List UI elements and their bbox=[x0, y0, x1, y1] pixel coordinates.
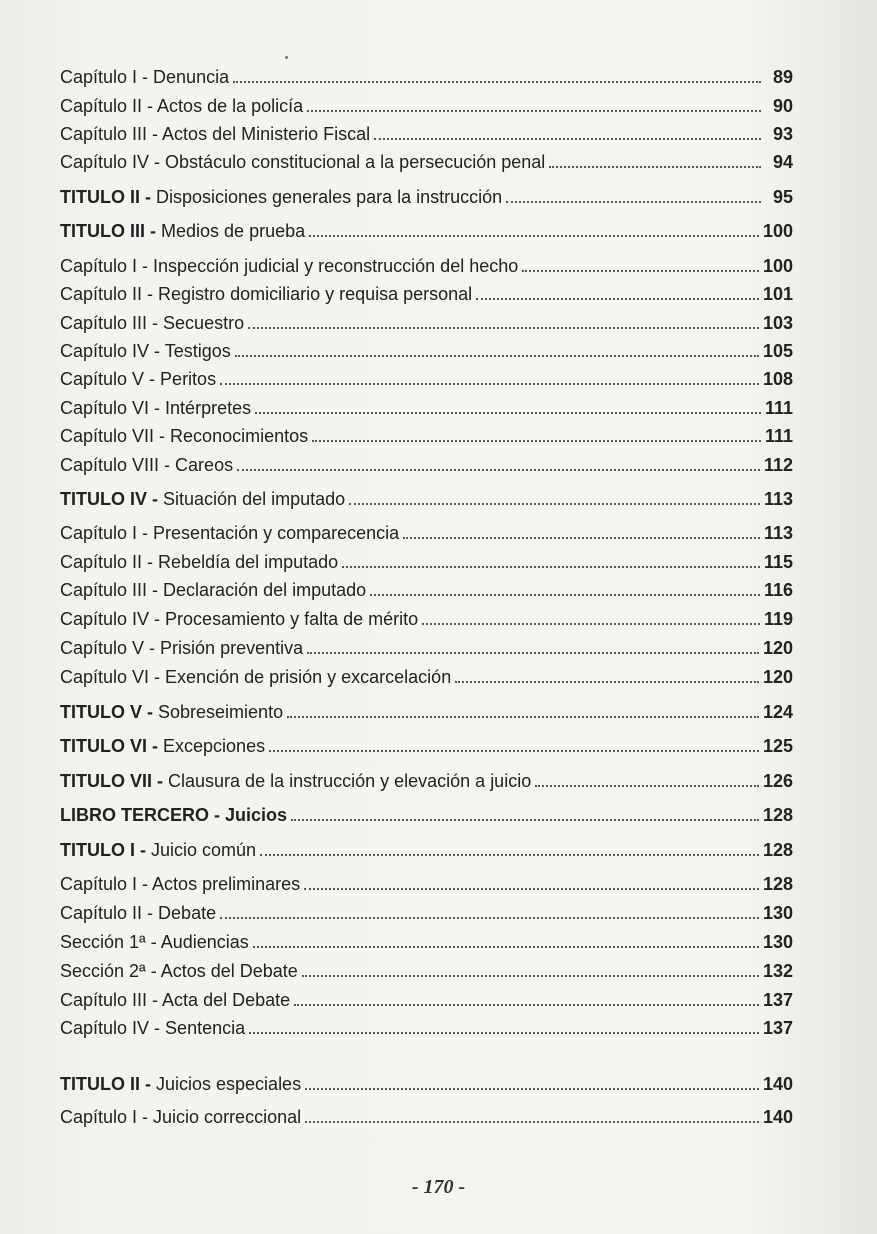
dot-leader bbox=[235, 355, 759, 357]
toc-entry-label bbox=[60, 368, 216, 390]
toc-entry-page-number: 95 bbox=[772, 187, 793, 207]
toc-entry-title: Juicios especiales bbox=[156, 1074, 302, 1094]
toc-entry bbox=[60, 733, 793, 757]
toc-entry-title: Capítulo III - Actos del Ministerio Fiscal bbox=[60, 124, 371, 144]
toc-entry-prefix: LIBRO TERCERO - bbox=[60, 805, 220, 825]
toc-entry-title: Capítulo I - Presentación y comparecencia bbox=[60, 523, 400, 543]
toc-entry bbox=[60, 93, 793, 117]
toc-entry bbox=[60, 486, 793, 510]
dot-leader bbox=[455, 681, 759, 683]
toc-entry-page-number: 132 bbox=[762, 961, 793, 981]
toc-entry bbox=[60, 395, 793, 419]
dot-leader bbox=[422, 623, 760, 625]
toc-entry-page-number: 120 bbox=[762, 638, 793, 658]
toc-entry-title: Capítulo I - Inspección judicial y reconstrucción del hecho bbox=[60, 256, 519, 276]
toc-entry-label bbox=[60, 701, 283, 723]
toc-entry bbox=[60, 606, 793, 630]
toc-entry bbox=[60, 837, 793, 861]
toc-entry-label bbox=[60, 255, 518, 277]
toc-entry bbox=[60, 958, 793, 982]
dot-leader bbox=[294, 1004, 759, 1006]
toc-entry-title: Capítulo IV - Testigos bbox=[60, 341, 231, 361]
toc-entry bbox=[60, 64, 793, 88]
toc-entry-title: Capítulo VI - Intérpretes bbox=[60, 398, 252, 418]
toc-entry-page-number: 108 bbox=[762, 369, 793, 389]
toc-entry-title: Capítulo V - Peritos bbox=[60, 369, 217, 389]
toc-entry-label bbox=[60, 66, 229, 88]
toc-entry-title: Capítulo VII - Reconocimientos bbox=[60, 426, 309, 446]
dot-leader bbox=[342, 566, 760, 568]
toc-entry-page-number: 115 bbox=[763, 552, 793, 572]
toc-entry-title: Capítulo I - Denuncia bbox=[60, 67, 230, 87]
toc-entry bbox=[60, 218, 793, 242]
toc-entry-page-number: 120 bbox=[762, 667, 793, 687]
toc-entry-title: Capítulo IV - Sentencia bbox=[60, 1018, 246, 1038]
toc-entry-prefix: TITULO IV - bbox=[60, 489, 158, 509]
dot-leader bbox=[349, 503, 760, 505]
toc-entry-prefix: TITULO II - bbox=[60, 1074, 151, 1094]
dot-leader bbox=[302, 975, 759, 977]
toc-entry bbox=[60, 929, 793, 953]
page-number-footer: - 170 - bbox=[411, 1176, 466, 1198]
toc-entry-page-number: 140 bbox=[762, 1074, 793, 1094]
toc-entry-label bbox=[60, 960, 298, 982]
toc-entry-page-number: 103 bbox=[762, 313, 793, 333]
dot-leader bbox=[220, 917, 759, 919]
ink-speck bbox=[285, 56, 288, 59]
toc-entry-label bbox=[60, 95, 303, 117]
toc-entry-label bbox=[60, 151, 545, 173]
toc-entry-page-number: 105 bbox=[762, 341, 793, 361]
dot-leader bbox=[253, 946, 759, 948]
toc-entry bbox=[60, 577, 793, 601]
toc-entry-label bbox=[60, 283, 472, 305]
toc-entry bbox=[60, 1015, 793, 1039]
dot-leader bbox=[506, 201, 761, 203]
toc-entry bbox=[60, 768, 793, 792]
toc-entry-title: Sección 1ª - Audiencias bbox=[60, 932, 249, 952]
dot-leader bbox=[476, 298, 759, 300]
toc-entry bbox=[60, 184, 793, 208]
toc-entry-title: Situación del imputado bbox=[163, 489, 346, 509]
dot-leader bbox=[312, 440, 761, 442]
toc-entry bbox=[60, 699, 793, 723]
toc-entry-prefix: TITULO VII - bbox=[60, 771, 163, 791]
toc-entry bbox=[60, 1104, 793, 1128]
toc-entry-page-number: 90 bbox=[772, 96, 793, 116]
toc-entry-label bbox=[60, 637, 303, 659]
dot-leader bbox=[305, 1121, 759, 1123]
toc-entry bbox=[60, 871, 793, 895]
toc-entry-title: Capítulo III - Declaración del imputado bbox=[60, 580, 367, 600]
toc-entry-title: Capítulo I - Actos preliminares bbox=[60, 874, 301, 894]
toc-entry-title: Clausura de la instrucción y elevación a juicio bbox=[168, 771, 532, 791]
toc-entry-label bbox=[60, 931, 249, 953]
toc-entry-label bbox=[60, 839, 256, 861]
toc-entry bbox=[60, 281, 793, 305]
toc-entry-page-number: 130 bbox=[762, 903, 793, 923]
toc-entry-prefix: TITULO VI - bbox=[60, 736, 158, 756]
toc-entry-title: Capítulo IV - Procesamiento y falta de mérito bbox=[60, 609, 419, 629]
toc-entry-title: Capítulo IV - Obstáculo constitucional a la persecución penal bbox=[60, 152, 546, 172]
toc-entry bbox=[60, 549, 793, 573]
dot-leader bbox=[220, 383, 759, 385]
dot-leader bbox=[549, 166, 761, 168]
toc-entry-page-number: 111 bbox=[764, 398, 793, 418]
toc-entry bbox=[60, 310, 793, 334]
toc-entry bbox=[60, 900, 793, 924]
toc-entry-title: Capítulo II - Rebeldía del imputado bbox=[60, 552, 339, 572]
toc-entry-prefix: TITULO III - bbox=[60, 221, 156, 241]
toc-entry-title: Capítulo V - Prisión preventiva bbox=[60, 638, 304, 658]
toc-entry-page-number: 130 bbox=[762, 932, 793, 952]
toc-entry-prefix: TITULO II - bbox=[60, 187, 151, 207]
toc-entry-page-number: 111 bbox=[764, 426, 793, 446]
toc-entry-title: Capítulo III - Secuestro bbox=[60, 313, 245, 333]
dot-leader bbox=[269, 750, 759, 752]
toc-entry bbox=[60, 635, 793, 659]
toc-entry-page-number: 140 bbox=[762, 1107, 793, 1127]
toc-entry-label bbox=[60, 1073, 301, 1095]
toc-entry-title: Juicio común bbox=[151, 840, 257, 860]
toc-entry-page-number: 112 bbox=[763, 455, 793, 475]
dot-leader bbox=[248, 327, 759, 329]
toc-entry-page-number: 126 bbox=[762, 771, 793, 791]
dot-leader bbox=[291, 819, 759, 821]
toc-entry-title: Capítulo II - Debate bbox=[60, 903, 217, 923]
toc-entry-label bbox=[60, 1106, 301, 1128]
toc-entry-page-number: 93 bbox=[772, 124, 793, 144]
toc-entry-label bbox=[60, 186, 502, 208]
dot-leader bbox=[249, 1032, 759, 1034]
toc-entry-page-number: 137 bbox=[762, 1018, 793, 1038]
toc-entry-page-number: 101 bbox=[762, 284, 793, 304]
dot-leader bbox=[374, 138, 761, 140]
dot-leader bbox=[287, 716, 759, 718]
toc-entry-page-number: 128 bbox=[762, 874, 793, 894]
toc-entry bbox=[60, 1071, 793, 1095]
toc-entry bbox=[60, 366, 793, 390]
dot-leader bbox=[237, 469, 760, 471]
toc-entry-label bbox=[60, 608, 418, 630]
toc-entry bbox=[60, 121, 793, 145]
toc-entry-page-number: 100 bbox=[762, 221, 793, 241]
toc-entry-page-number: 94 bbox=[772, 152, 793, 172]
toc-entry-title: Disposiciones generales para la instrucción bbox=[156, 187, 503, 207]
toc-entry-page-number: 113 bbox=[763, 523, 793, 543]
toc-entry-page-number: 128 bbox=[762, 840, 793, 860]
toc-entry-label bbox=[60, 989, 290, 1011]
dot-leader bbox=[309, 235, 759, 237]
toc-entry-label bbox=[60, 735, 265, 757]
toc-entry-prefix: TITULO I - bbox=[60, 840, 146, 860]
toc-entry-title: Medios de prueba bbox=[161, 221, 306, 241]
toc-entry-label bbox=[60, 397, 251, 419]
toc-entry-title: Capítulo III - Acta del Debate bbox=[60, 990, 291, 1010]
toc-entry-title: Juicios bbox=[225, 805, 288, 825]
toc-entry-title: Sobreseimiento bbox=[158, 702, 284, 722]
toc-entry-label bbox=[60, 220, 305, 242]
dot-leader bbox=[233, 81, 761, 83]
toc-entry-title: Excepciones bbox=[163, 736, 266, 756]
toc-entry-title: Capítulo VIII - Careos bbox=[60, 455, 234, 475]
toc-entry bbox=[60, 520, 793, 544]
toc-entry-page-number: 89 bbox=[772, 67, 793, 87]
toc-entry-label bbox=[60, 1017, 245, 1039]
toc-entry bbox=[60, 149, 793, 173]
toc-entry-page-number: 100 bbox=[762, 256, 793, 276]
toc-entry-label bbox=[60, 579, 366, 601]
dot-leader bbox=[260, 854, 759, 856]
dot-leader bbox=[307, 652, 759, 654]
dot-leader bbox=[370, 594, 760, 596]
dot-leader bbox=[307, 110, 761, 112]
toc-entry-label bbox=[60, 522, 399, 544]
toc-entry-title: Sección 2ª - Actos del Debate bbox=[60, 961, 298, 981]
dot-leader bbox=[305, 1088, 759, 1090]
dot-leader bbox=[255, 412, 761, 414]
toc-entry-label bbox=[60, 488, 345, 510]
toc-entry-page-number: 128 bbox=[762, 805, 793, 825]
toc-entry-title: Capítulo II - Actos de la policía bbox=[60, 96, 304, 116]
toc-entry-page-number: 113 bbox=[763, 489, 793, 509]
toc-entry-label bbox=[60, 804, 287, 826]
toc-entry-page-number: 119 bbox=[763, 609, 793, 629]
toc-entry-label bbox=[60, 123, 370, 145]
toc-entry bbox=[60, 987, 793, 1011]
toc-entry bbox=[60, 253, 793, 277]
toc-entry-label bbox=[60, 770, 531, 792]
toc-entry-prefix: TITULO V - bbox=[60, 702, 153, 722]
toc-entry-title: Capítulo II - Registro domiciliario y requisa personal bbox=[60, 284, 473, 304]
toc-entry-label bbox=[60, 312, 244, 334]
toc-entry-title: Capítulo I - Juicio correccional bbox=[60, 1107, 302, 1127]
toc-entry bbox=[60, 664, 793, 688]
dot-leader bbox=[403, 537, 760, 539]
toc-entry-page-number: 137 bbox=[762, 990, 793, 1010]
toc-entry-page-number: 124 bbox=[762, 702, 793, 722]
toc-entry bbox=[60, 802, 793, 826]
toc-entry bbox=[60, 423, 793, 447]
toc-entry-label bbox=[60, 873, 300, 895]
toc-entry-label bbox=[60, 340, 231, 362]
toc-entry bbox=[60, 338, 793, 362]
toc-entry-label bbox=[60, 666, 451, 688]
toc-entry-page-number: 125 bbox=[762, 736, 793, 756]
toc-entry-title: Capítulo VI - Exención de prisión y excarcelación bbox=[60, 667, 452, 687]
dot-leader bbox=[535, 785, 759, 787]
toc-entry-label bbox=[60, 551, 338, 573]
toc-entry-label bbox=[60, 425, 308, 447]
dot-leader bbox=[522, 270, 759, 272]
toc-entry bbox=[60, 452, 793, 476]
toc-entry-label bbox=[60, 902, 216, 924]
toc-entry-page-number: 116 bbox=[763, 580, 793, 600]
toc-entry-label bbox=[60, 454, 233, 476]
dot-leader bbox=[304, 888, 759, 890]
